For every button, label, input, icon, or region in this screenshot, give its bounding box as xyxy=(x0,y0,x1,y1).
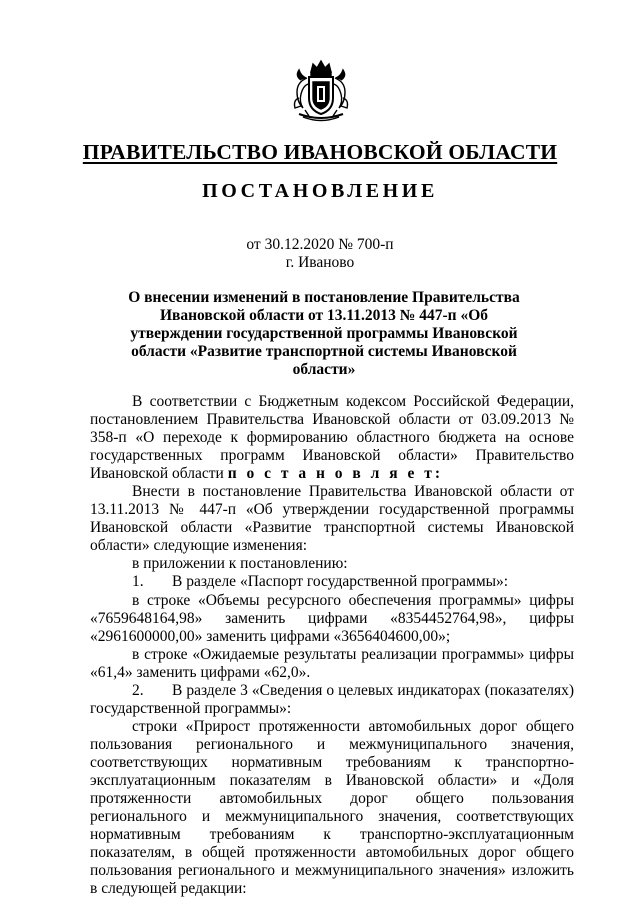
paragraph-amend: Внести в постановление Правительства Ивановской области от 13.11.2013 № 447-п «Об утверждении государственной программы Ивановской области «Развитие транспортной системы Ивановской области» следующие изменения: xyxy=(90,483,574,555)
government-title: ПРАВИТЕЛЬСТВО ИВАНОВСКОЙ ОБЛАСТИ xyxy=(82,140,558,164)
paragraph-funding: в строке «Объемы ресурсного обеспечения программы» цифры «7659648164,98» заменить цифрами «8354452764,98», цифры «2961600000,00» заменить цифрами «3656404600,00»; xyxy=(90,591,574,645)
list-item-1-text: В разделе «Паспорт государственной программы»: xyxy=(172,573,509,591)
paragraph-appendix: в приложении к постановлению: xyxy=(132,555,348,573)
document-date-number: от 30.12.2020 № 700-п xyxy=(246,236,394,253)
list-item-2 xyxy=(90,682,574,718)
coat-of-arms-icon xyxy=(289,58,353,124)
list-item-2-number: 2. xyxy=(132,681,144,699)
preamble-text: В соответствии с Бюджетным кодексом Российской Федерации, постановлением Правительства Ивановской области от 03.09.2013 № 358-п «О переходе к формированию областного бюджета на основе государственных программ Ивановской области» Правительство Ивановской области xyxy=(90,393,574,483)
preamble-paragraph xyxy=(90,393,574,483)
document-type: ПОСТАНОВЛЕНИЕ xyxy=(202,180,438,202)
paragraph-indicators: строки «Прирост протяженности автомобильных дорог общего пользования регионального и межмуниципального значения, соответствующих нормативным требованиям к транспортно-эксплуатационным показателям в Ивановской области» и «Доля протяженности автомобильных дорог общего пользования регионального и межмуниципального значения, соответствующих нормативным требованиям к транспортно-эксплуатационным показателям, в общей протяженности автомобильных дорог общего пользования регионального и межмуниципального значения» изложить в следующей редакции: xyxy=(90,717,574,898)
list-item-1-number: 1. xyxy=(132,573,144,591)
document-city: г. Иваново xyxy=(285,254,355,271)
list-item-2-text: В разделе 3 «Сведения о целевых индикаторах (показателях) государственной программы»: xyxy=(90,681,574,717)
resolves-word: п о с т а н о в л я е т: xyxy=(227,465,444,483)
document-subject: О внесении изменений в постановление Правительства Ивановской области от 13.11.2013 № 447-п «Об утверждении государственной программы Ивановской области «Развитие транспортной системы Ивановской области» xyxy=(128,289,520,378)
document-body xyxy=(90,393,574,898)
paragraph-results: в строке «Ожидаемые результаты реализации программы» цифры «61,4» заменить цифрами «62,0». xyxy=(90,645,574,681)
list-item-1 xyxy=(90,573,574,591)
